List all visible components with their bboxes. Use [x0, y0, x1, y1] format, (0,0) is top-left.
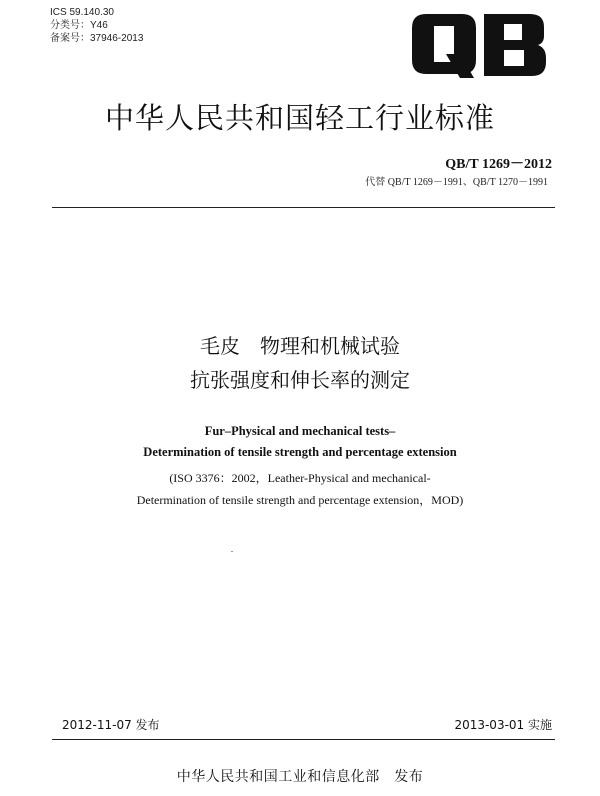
iso-reference-line-1: (ISO 3376：2002，Leather-Physical and mechanical- — [169, 471, 431, 485]
replaces-note: 代替 QB/T 1269－1991、QB/T 1270－1991 — [365, 177, 548, 188]
issue-date: 2012-11-07 发布 — [62, 718, 160, 732]
metadata-block — [50, 6, 143, 45]
english-title-line-1: Fur–Physical and mechanical tests– — [204, 424, 396, 438]
classification-code: 分类号：Y46 — [50, 20, 108, 31]
speck — [231, 551, 233, 552]
publisher: 中华人民共和国工业和信息化部 发布 — [176, 769, 424, 785]
top-divider — [52, 207, 555, 208]
chinese-title-line-2: 抗张强度和伸长率的测定 — [190, 368, 410, 392]
ics-code: ICS 59.140.30 — [50, 7, 114, 18]
standard-category-title: 中华人民共和国轻工行业标准 — [104, 101, 495, 135]
english-title-line-2: Determination of tensile strength and percentage extension — [143, 445, 457, 459]
iso-reference-line-2: Determination of tensile strength and percentage extension，MOD) — [136, 493, 464, 507]
standard-number: QB/T 1269－2012 — [445, 157, 552, 172]
chinese-title-line-1: 毛皮 物理和机械试验 — [200, 334, 400, 358]
qb-logo — [412, 14, 546, 78]
effective-date: 2013-03-01 实施 — [454, 718, 552, 732]
bottom-divider — [52, 739, 555, 740]
record-number: 备案号：37946-2013 — [50, 33, 144, 44]
